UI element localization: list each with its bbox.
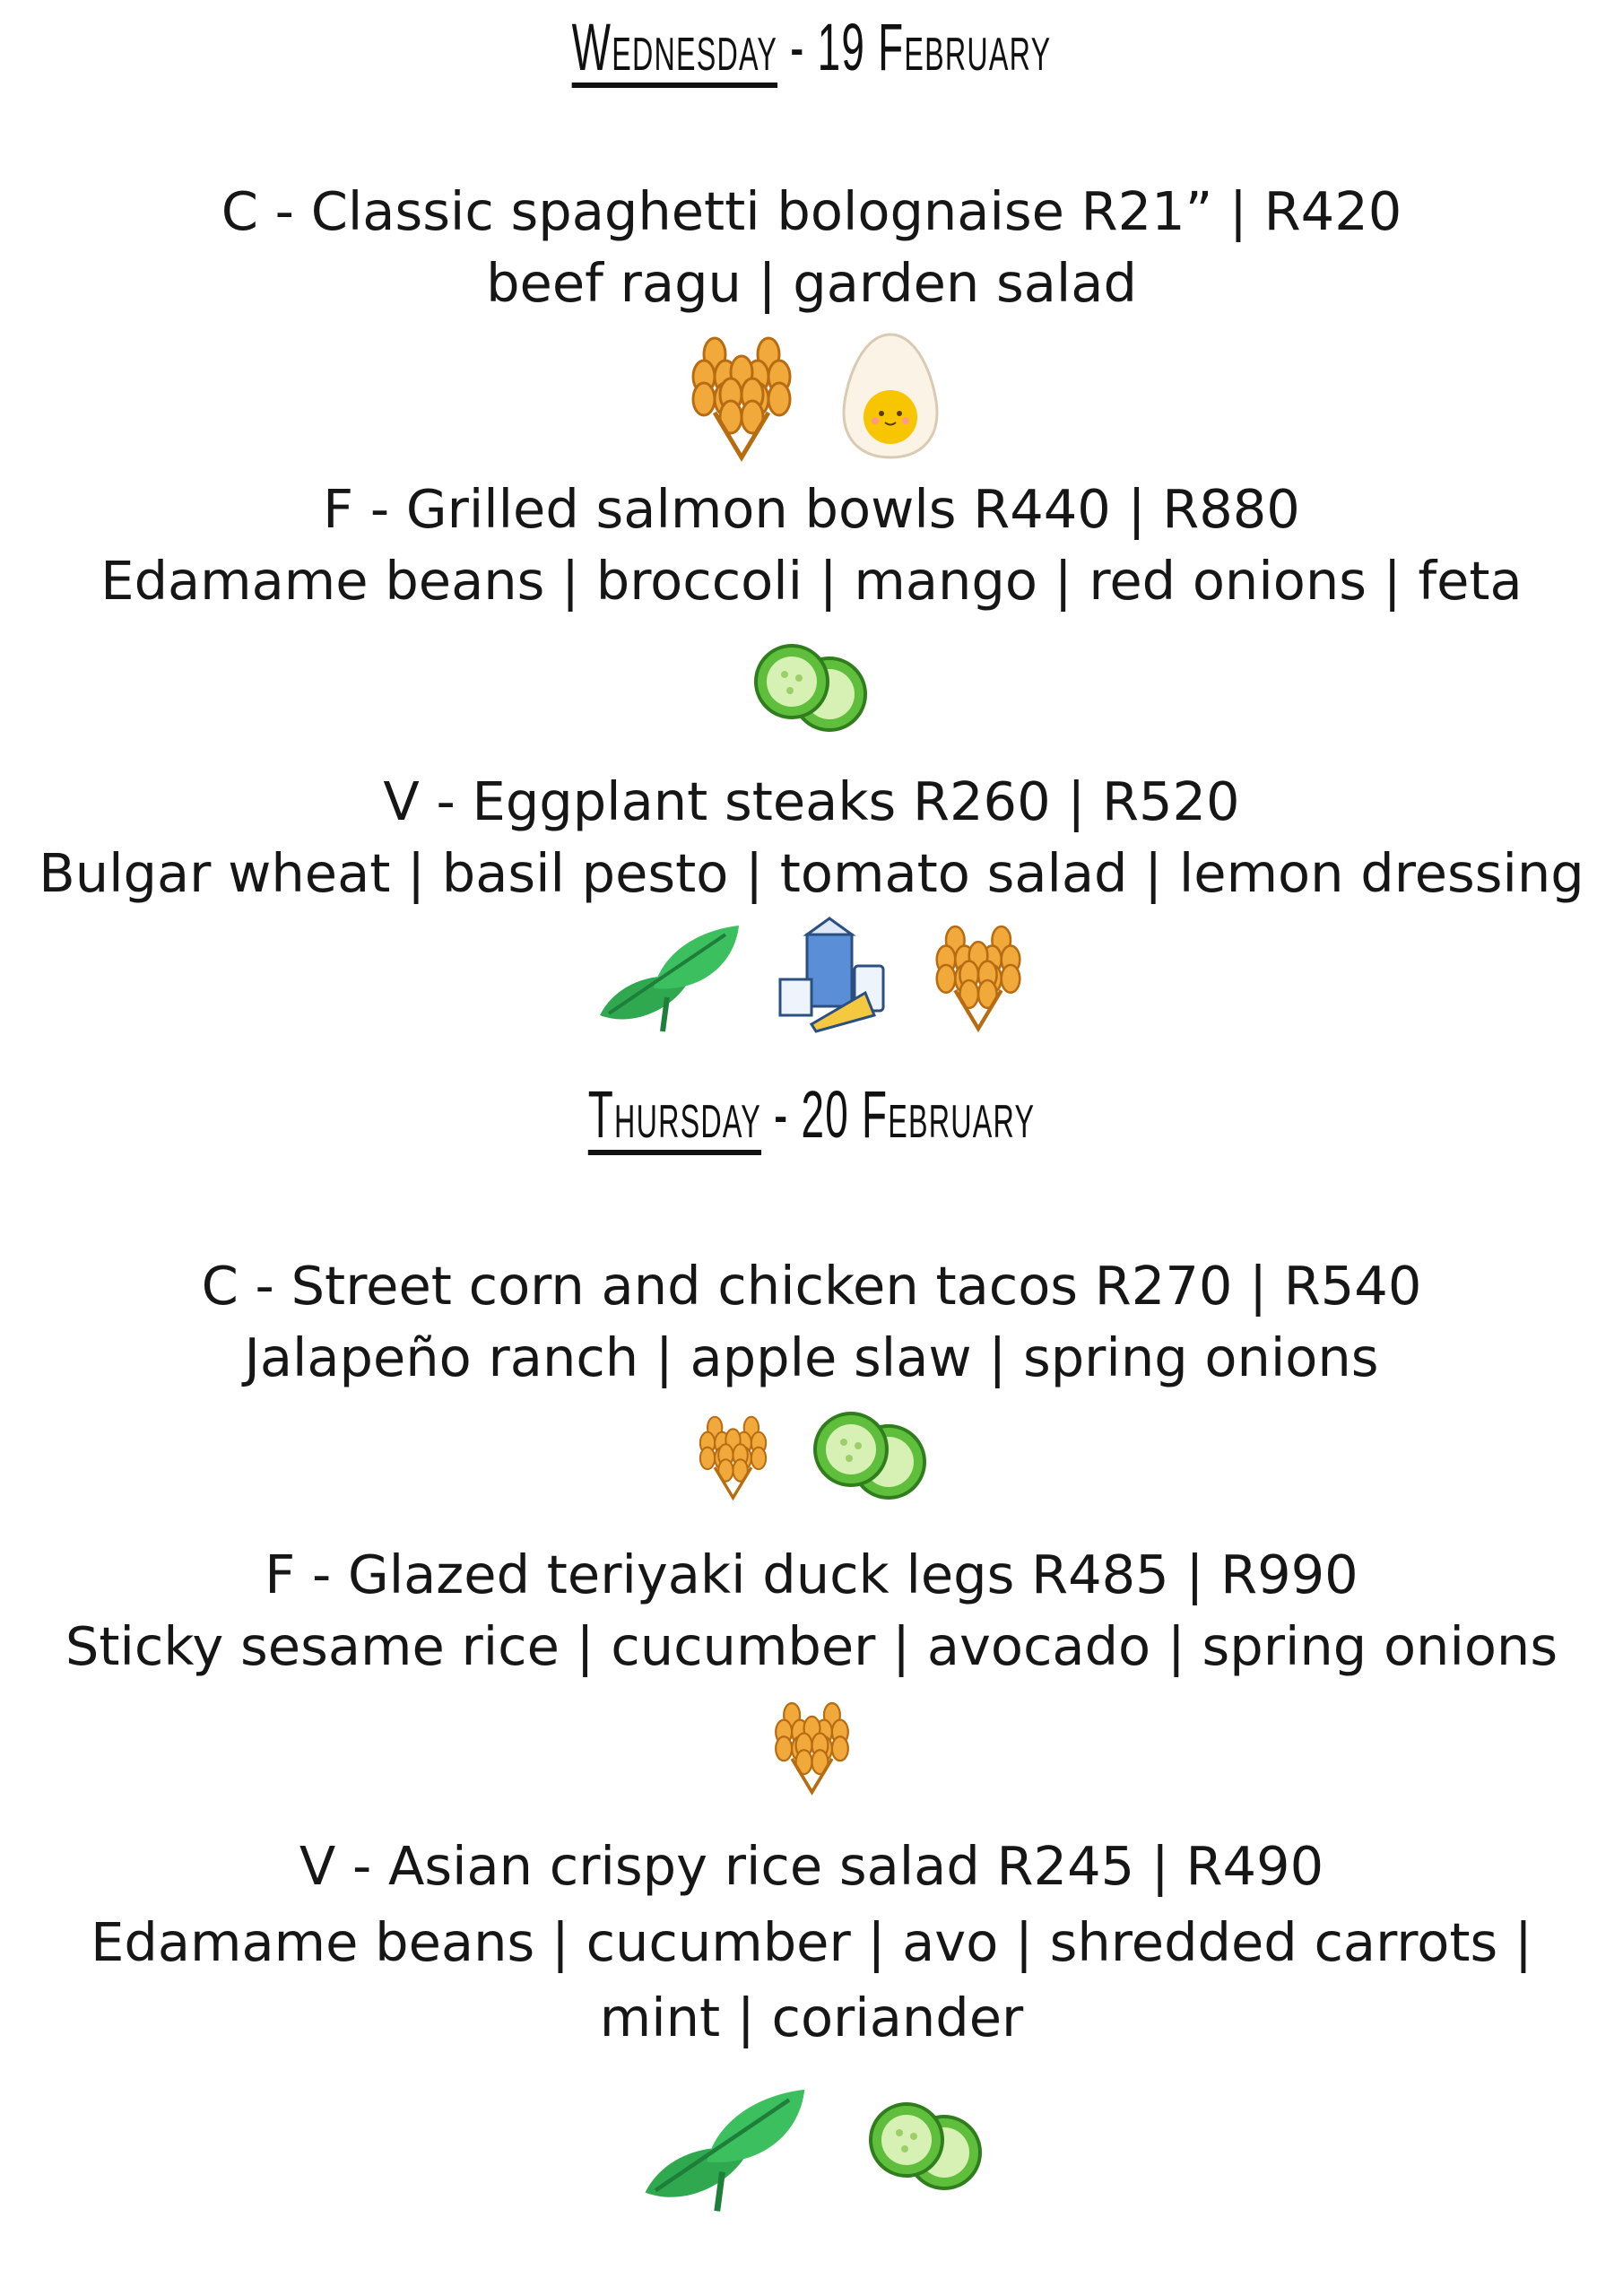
dish-title: F - Glazed teriyaki duck legs R485 | R990 — [265, 1544, 1358, 1605]
dietary-icons — [0, 327, 1623, 462]
cucumber-icon — [749, 639, 874, 737]
wheat-icon — [765, 1695, 859, 1796]
dish-description: Sticky sesame rice | cucumber | avocado | spring onions — [65, 1615, 1558, 1677]
wednesday-day: Wednesday — [571, 10, 778, 84]
egg-icon — [837, 327, 944, 462]
dish-title: F - Grilled salmon bowls R440 | R880 — [323, 478, 1300, 540]
cucumber-icon — [808, 1406, 933, 1505]
dish-description: Bulgar wheat | basil pesto | tomato salad | lemon dressing — [39, 842, 1584, 904]
leaf-icon — [591, 917, 743, 1033]
leaf-icon — [635, 2079, 810, 2213]
dish-title: V - Asian crispy rice salad R245 | R490 — [299, 1835, 1324, 1897]
dish-title: V - Eggplant steaks R260 | R520 — [383, 770, 1240, 832]
thursday-heading — [308, 1074, 1315, 1155]
wheat-icon — [924, 917, 1032, 1033]
thursday-day: Thursday — [587, 1077, 761, 1152]
wednesday-date: 19 February — [817, 10, 1052, 84]
dish-title: C - Classic spaghetti bolognaise R21” | R420 — [221, 180, 1402, 242]
dietary-icons — [0, 639, 1623, 737]
wednesday-heading — [308, 7, 1315, 88]
heading-separator: - — [773, 1077, 802, 1152]
dietary-icons — [0, 1404, 1623, 1507]
dish-description: Edamame beans | broccoli | mango | red onions | feta — [100, 550, 1523, 612]
dairy-icon — [776, 917, 892, 1033]
wheat-icon — [690, 1408, 776, 1502]
dietary-icons — [0, 917, 1623, 1033]
dish-title: C - Street corn and chicken tacos R270 | R540 — [201, 1255, 1422, 1317]
heading-separator: - — [790, 10, 818, 84]
thursday-date: 20 February — [801, 1077, 1036, 1152]
dish-description: Edamame beans | cucumber | avo | shredded carrots | — [91, 1911, 1532, 1973]
wheat-icon — [679, 327, 804, 462]
dish-description-continued: mint | coriander — [599, 1987, 1024, 2048]
dietary-icons — [0, 2076, 1623, 2215]
cucumber-icon — [864, 2097, 989, 2196]
dish-description: beef ragu | garden salad — [486, 252, 1137, 314]
dish-description: Jalapeño ranch | apple slaw | spring onions — [244, 1326, 1379, 1388]
dietary-icons — [0, 1695, 1623, 1796]
